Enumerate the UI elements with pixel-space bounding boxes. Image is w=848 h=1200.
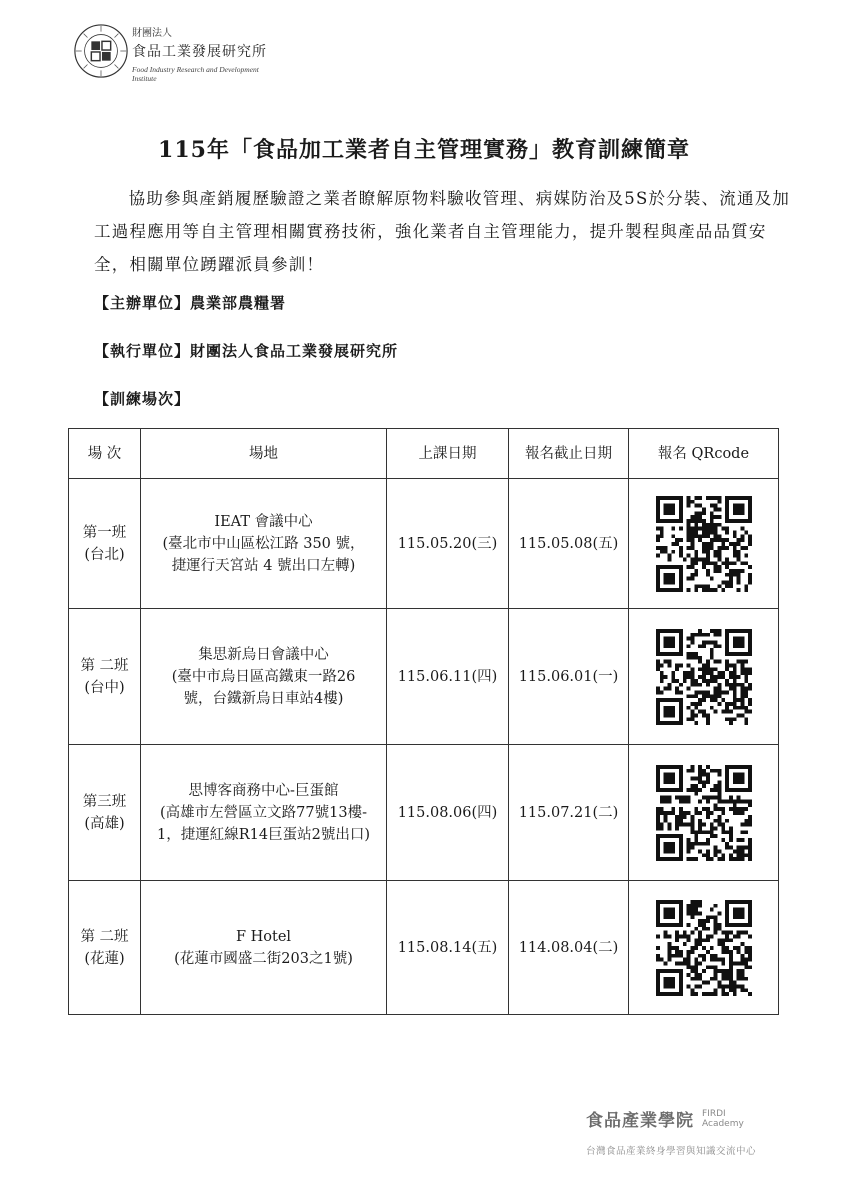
qrcode-icon[interactable] — [656, 900, 752, 996]
qr-cell[interactable] — [629, 609, 779, 745]
org-english-name: Food Industry Research and Development Institute — [132, 65, 259, 83]
venue-cell — [141, 881, 387, 1015]
venue-address: 號，台鐵新烏日車站4樓) — [183, 690, 344, 707]
session-label: 第 二班 — [80, 657, 129, 674]
header-deadline: 報名截止日期 — [509, 429, 629, 479]
firdi-seal-icon — [72, 22, 130, 80]
venue-address: 捷運行天宮站 4 號出口左轉) — [171, 557, 356, 574]
session-city: (台北) — [84, 546, 125, 563]
academy-name-en — [702, 1109, 744, 1129]
qr-cell[interactable] — [629, 479, 779, 609]
table-row — [69, 479, 779, 609]
table-row — [69, 881, 779, 1015]
class-date: 115.06.11(四) — [387, 609, 509, 745]
registration-deadline: 115.06.01(一) — [509, 609, 629, 745]
table-row — [69, 745, 779, 881]
session-label: 第三班 — [82, 793, 127, 810]
venue-address: 1，捷運紅線R14巨蛋站2號出口) — [157, 826, 370, 843]
qrcode-icon[interactable] — [656, 765, 752, 861]
session-label: 第 二班 — [80, 928, 129, 945]
venue-name: F Hotel — [235, 928, 292, 945]
org-type: 財團法人 — [132, 28, 172, 39]
venue-cell — [141, 609, 387, 745]
session-cell — [69, 479, 141, 609]
org-text — [132, 24, 272, 83]
table-header-row — [69, 429, 779, 479]
header-session: 場 次 — [69, 429, 141, 479]
venue-cell — [141, 479, 387, 609]
academy-name-en-2: Academy — [702, 1118, 744, 1129]
venue-address: (臺中市烏日區高鐵東一路26 — [171, 668, 356, 685]
class-date: 115.08.14(五) — [387, 881, 509, 1015]
table-row — [69, 609, 779, 745]
academy-name-en-1: FIRDI — [702, 1108, 726, 1119]
venue-name: IEAT 會議中心 — [214, 513, 313, 530]
academy-subtitle: 台灣食品產業終身學習與知識交流中心 — [586, 1146, 757, 1157]
academy-name-cn: 食品產業學院 — [586, 1111, 694, 1131]
qr-cell[interactable] — [629, 745, 779, 881]
org-name: 食品工業發展研究所 — [132, 44, 267, 60]
header-class-date: 上課日期 — [387, 429, 509, 479]
registration-deadline: 114.08.04(二) — [509, 881, 629, 1015]
venue-address: (臺北市中山區松江路 350 號， — [162, 535, 365, 552]
class-date: 115.05.20(三) — [387, 479, 509, 609]
venue-address: (花蓮市國盛二街203之1號) — [174, 950, 353, 967]
footer-logo — [586, 1106, 776, 1157]
session-cell — [69, 745, 141, 881]
venue-cell — [141, 745, 387, 881]
registration-deadline: 115.07.21(二) — [509, 745, 629, 881]
session-label: 第一班 — [82, 524, 127, 541]
session-city: (高雄) — [84, 815, 125, 832]
page-title: 115年「食品加工業者自主管理實務」教育訓練簡章 — [158, 137, 690, 163]
header-logo — [72, 18, 272, 88]
venue-name: 集思新烏日會議中心 — [198, 646, 329, 663]
class-date: 115.08.06(四) — [387, 745, 509, 881]
schedule-heading: 【訓練場次】 — [94, 390, 191, 408]
session-cell — [69, 881, 141, 1015]
header-qrcode: 報名 QRcode — [629, 429, 779, 479]
session-city: (花蓮) — [84, 950, 125, 967]
qrcode-icon[interactable] — [656, 629, 752, 725]
session-city: (台中) — [84, 679, 125, 696]
schedule-table — [68, 428, 779, 1015]
session-cell — [69, 609, 141, 745]
venue-address: (高雄市左營區立文路77號13樓- — [160, 804, 367, 821]
registration-deadline: 115.05.08(五) — [509, 479, 629, 609]
venue-name: 思博客商務中心-巨蛋館 — [188, 782, 339, 799]
qrcode-icon[interactable] — [656, 496, 752, 592]
qr-cell[interactable] — [629, 881, 779, 1015]
header-venue: 場地 — [141, 429, 387, 479]
executor-line: 【執行單位】財團法人食品工業發展研究所 — [94, 342, 399, 360]
organizer-line: 【主辦單位】農業部農糧署 — [94, 294, 287, 312]
intro-paragraph: 協助參與產銷履歷驗證之業者瞭解原物料驗收管理、病媒防治及5S於分裝、流通及加工過程應用等自主管理相關實務技術，強化業者自主管理能力，提升製程與產品品質安全，相關單位踴躍派員參訓！ — [94, 189, 791, 274]
